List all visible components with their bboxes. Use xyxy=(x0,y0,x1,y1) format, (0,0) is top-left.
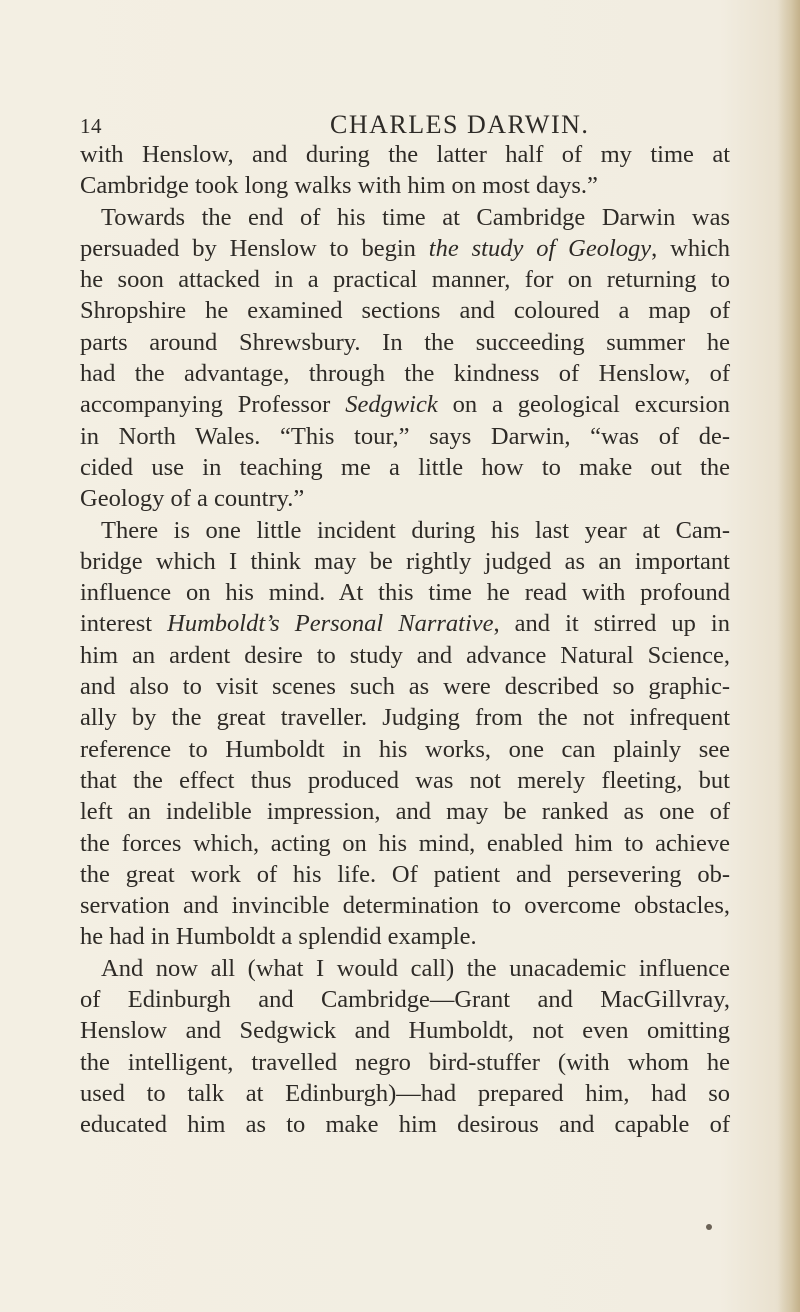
text-line xyxy=(80,421,730,452)
italic-text: Sedgwick xyxy=(345,391,438,419)
text-line xyxy=(80,702,730,733)
text-segment: persuaded by Henslow to begin xyxy=(80,234,429,262)
italic-text: the study of Geology xyxy=(428,234,652,262)
text-line xyxy=(80,577,730,608)
text-line xyxy=(80,358,730,389)
text-line xyxy=(80,233,730,264)
text-line xyxy=(80,1015,730,1046)
text-segment: he had in Humboldt a splendid example. xyxy=(80,923,477,951)
text-segment: on a geological excursion xyxy=(437,391,730,419)
text-line xyxy=(80,828,730,859)
text-segment: Towards the end of his time at Cambridge Darwin was xyxy=(101,203,730,231)
page-edge-shadow xyxy=(778,0,800,1312)
text-line xyxy=(80,264,730,295)
text-segment: with Henslow, and during the latter half of my time at xyxy=(80,141,730,168)
text-segment: There is one little incident during his last year at Cam- xyxy=(101,516,730,544)
page-header xyxy=(80,110,720,140)
text-line xyxy=(80,202,730,233)
page-number: 14 xyxy=(80,114,102,138)
text-segment: the forces which, acting on his mind, enabled him to achieve xyxy=(80,829,730,857)
text-segment: Cambridge took long walks with him on most days.” xyxy=(80,172,598,200)
text-segment: he soon attacked in a practical manner, for on returning to xyxy=(80,266,730,294)
text-segment: ally by the great traveller. Judging from the not infrequent xyxy=(80,704,730,732)
text-line xyxy=(80,327,730,358)
text-segment: servation and invincible determination to overcome obstacles, xyxy=(80,892,730,920)
text-segment: the intelligent, travelled negro bird-stuffer (with whom he xyxy=(80,1048,730,1076)
text-line xyxy=(80,1047,730,1078)
text-line xyxy=(80,515,730,546)
text-segment: , and it stirred up in xyxy=(493,610,730,638)
text-segment: and also to visit scenes such as were described so graphic- xyxy=(80,673,730,701)
text-segment: , which xyxy=(651,234,731,262)
text-segment: Henslow and Sedgwick and Humboldt, not even omitting xyxy=(80,1017,730,1045)
text-line xyxy=(80,890,730,921)
text-line xyxy=(80,734,730,765)
text-line xyxy=(80,859,730,890)
text-segment: had the advantage, through the kindness of Henslow, of xyxy=(80,360,730,388)
running-head: CHARLES DARWIN. xyxy=(330,110,590,139)
text-segment: Geology of a country.” xyxy=(80,485,305,513)
text-segment: cided use in teaching me a little how to make out the xyxy=(80,453,730,481)
text-line xyxy=(80,608,730,639)
text-segment: the great work of his life. Of patient and persevering ob- xyxy=(80,860,730,888)
text-segment: parts around Shrewsbury. In the succeeding summer he xyxy=(80,328,730,356)
text-line xyxy=(80,389,730,420)
text-segment: that the effect thus produced was not merely fleeting, but xyxy=(80,766,730,794)
text-segment: bridge which I think may be rightly judged as an important xyxy=(80,547,730,575)
printer-mark xyxy=(706,1224,712,1230)
body-text xyxy=(80,139,730,1141)
text-segment: And now all (what I would call) the unacademic influence xyxy=(101,954,730,982)
text-segment: used to talk at Edinburgh)—had prepared him, had so xyxy=(80,1079,730,1107)
text-line xyxy=(80,483,730,514)
text-segment: him an ardent desire to study and advance Natural Science, xyxy=(80,641,730,669)
text-line xyxy=(80,765,730,796)
text-segment: reference to Humboldt in his works, one can plainly see xyxy=(80,735,730,763)
text-line xyxy=(80,170,730,201)
text-segment: Shropshire he examined sections and coloured a map of xyxy=(80,297,730,325)
text-line xyxy=(80,796,730,827)
text-segment: educated him as to make him desirous and capable of xyxy=(80,1111,730,1139)
text-line xyxy=(80,139,730,170)
text-line xyxy=(80,1078,730,1109)
text-line xyxy=(80,984,730,1015)
text-line xyxy=(80,1109,730,1140)
text-line xyxy=(80,452,730,483)
text-line xyxy=(80,640,730,671)
text-segment: accompanying Professor xyxy=(80,391,346,419)
text-segment: influence on his mind. At this time he read with profound xyxy=(80,579,730,607)
text-segment: in North Wales. “This tour,” says Darwin, “was of de- xyxy=(80,422,730,450)
text-line xyxy=(80,921,730,952)
text-segment: left an indelible impression, and may be ranked as one of xyxy=(80,798,730,826)
text-line xyxy=(80,671,730,702)
text-line xyxy=(80,295,730,326)
text-segment: of Edinburgh and Cambridge—Grant and MacGillvray, xyxy=(80,986,730,1014)
text-line xyxy=(80,546,730,577)
text-line xyxy=(80,953,730,984)
italic-text: Humboldt’s Personal Narrative xyxy=(167,610,494,638)
text-segment: interest xyxy=(80,610,168,638)
